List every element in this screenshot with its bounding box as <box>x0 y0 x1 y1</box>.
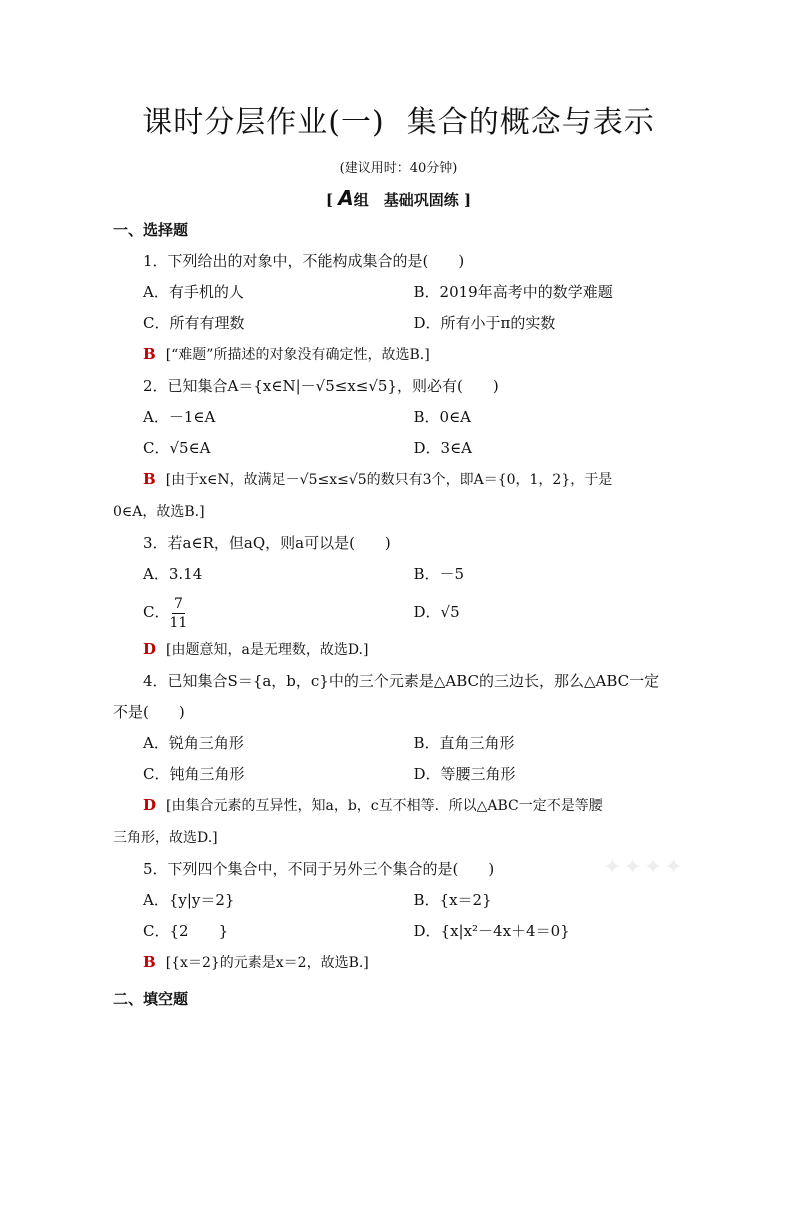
watermark: ✦✦✦✦ <box>603 855 685 880</box>
question-1 <box>113 246 684 371</box>
answer <box>113 947 684 979</box>
question-4 <box>113 666 684 854</box>
answer-letter: D <box>143 640 157 658</box>
option-d: D．所有小于π的实数 <box>413 314 556 332</box>
option-c: C．所有有理数 <box>143 314 245 332</box>
answer-explanation: [{x＝2}的元素是x＝2，故选B.] <box>165 955 369 971</box>
question-2 <box>113 371 684 528</box>
fraction-denominator: 11 <box>169 614 188 631</box>
option-a: A．锐角三角形 <box>143 734 244 752</box>
answer <box>113 339 684 371</box>
fraction-numerator: 7 <box>173 595 183 612</box>
option-a: A．3.14 <box>143 565 203 583</box>
question-3 <box>113 528 684 666</box>
option-b: B．2019年高考中的数学难题 <box>413 283 613 301</box>
section-heading-fill: 二、填空题 <box>113 990 189 1008</box>
question-stem-cont: 不是( ) <box>113 703 185 721</box>
answer-explanation: [由于x∈N，故满足－√5≤x≤√5的数只有3个，即A＝{0，1，2}，于是 <box>165 472 613 488</box>
option-a: A．{y|y＝2} <box>143 891 235 909</box>
group-heading: [ A组 基础巩固练 ] <box>325 186 472 210</box>
answer <box>113 634 684 666</box>
suggested-time: (建议用时：40分钟) <box>339 161 458 176</box>
option-b: B．{x＝2} <box>413 891 492 909</box>
option-b: B．－5 <box>413 565 465 583</box>
answer-letter: B <box>143 470 156 488</box>
answer-explanation: [由集合元素的互异性，知a，b，c互不相等．所以△ABC一定不是等腰 <box>166 798 603 814</box>
option-b: B．0∈A <box>413 408 472 426</box>
answer-letter: B <box>143 953 156 971</box>
option-d: D．3∈A <box>413 439 473 457</box>
option-b: B．直角三角形 <box>413 734 515 752</box>
page-title <box>113 97 684 141</box>
option-d: D．{x|x²－4x＋4＝0} <box>413 922 570 940</box>
group-label: 组 基础巩固练 <box>353 191 459 209</box>
section-heading-choice: 一、选择题 <box>113 221 189 239</box>
option-c: C． $\frac{7}{11}$ <box>143 595 188 631</box>
option-a: A．－1∈A <box>143 408 216 426</box>
question-stem: 5．下列四个集合中，不同于另外三个集合的是( ) <box>143 860 495 878</box>
question-stem: 2．已知集合A＝{x∈N|－√5≤x≤√5}，则必有( ) <box>143 377 499 395</box>
answer-explanation-cont: 三角形，故选D.] <box>113 830 218 846</box>
option-d: D．√5 <box>413 603 460 621</box>
answer-explanation: [“难题”所描述的对象没有确定性，故选B.] <box>165 347 430 363</box>
option-c: C．钝角三角形 <box>143 765 245 783</box>
question-stem: 3．若a∈R，但aQ，则a可以是( ) <box>143 534 391 552</box>
answer-letter: B <box>143 345 156 363</box>
answer-explanation: [由题意知，a是无理数，故选D.] <box>166 642 369 658</box>
answer-explanation-cont: 0∈A，故选B.] <box>113 504 205 520</box>
question-stem: 4．已知集合S＝{a，b，c}中的三个元素是△ABC的三边长，那么△ABC一定 <box>143 672 660 690</box>
fraction <box>169 595 187 632</box>
document-page <box>0 97 794 1220</box>
option-a: A．有手机的人 <box>143 283 244 301</box>
question-5 <box>113 854 684 979</box>
title-main: 课时分层作业(一) <box>142 105 385 140</box>
title-topic: 集合的概念与表示 <box>406 105 655 140</box>
answer-letter: D <box>143 796 157 814</box>
option-c: C．√5∈A <box>143 439 211 457</box>
option-c: C．{2 } <box>143 922 229 940</box>
question-stem: 1．下列给出的对象中，不能构成集合的是( ) <box>143 252 465 270</box>
answer <box>113 464 684 496</box>
option-d: D．等腰三角形 <box>413 765 516 783</box>
group-letter: A <box>338 186 354 210</box>
answer <box>113 790 684 822</box>
